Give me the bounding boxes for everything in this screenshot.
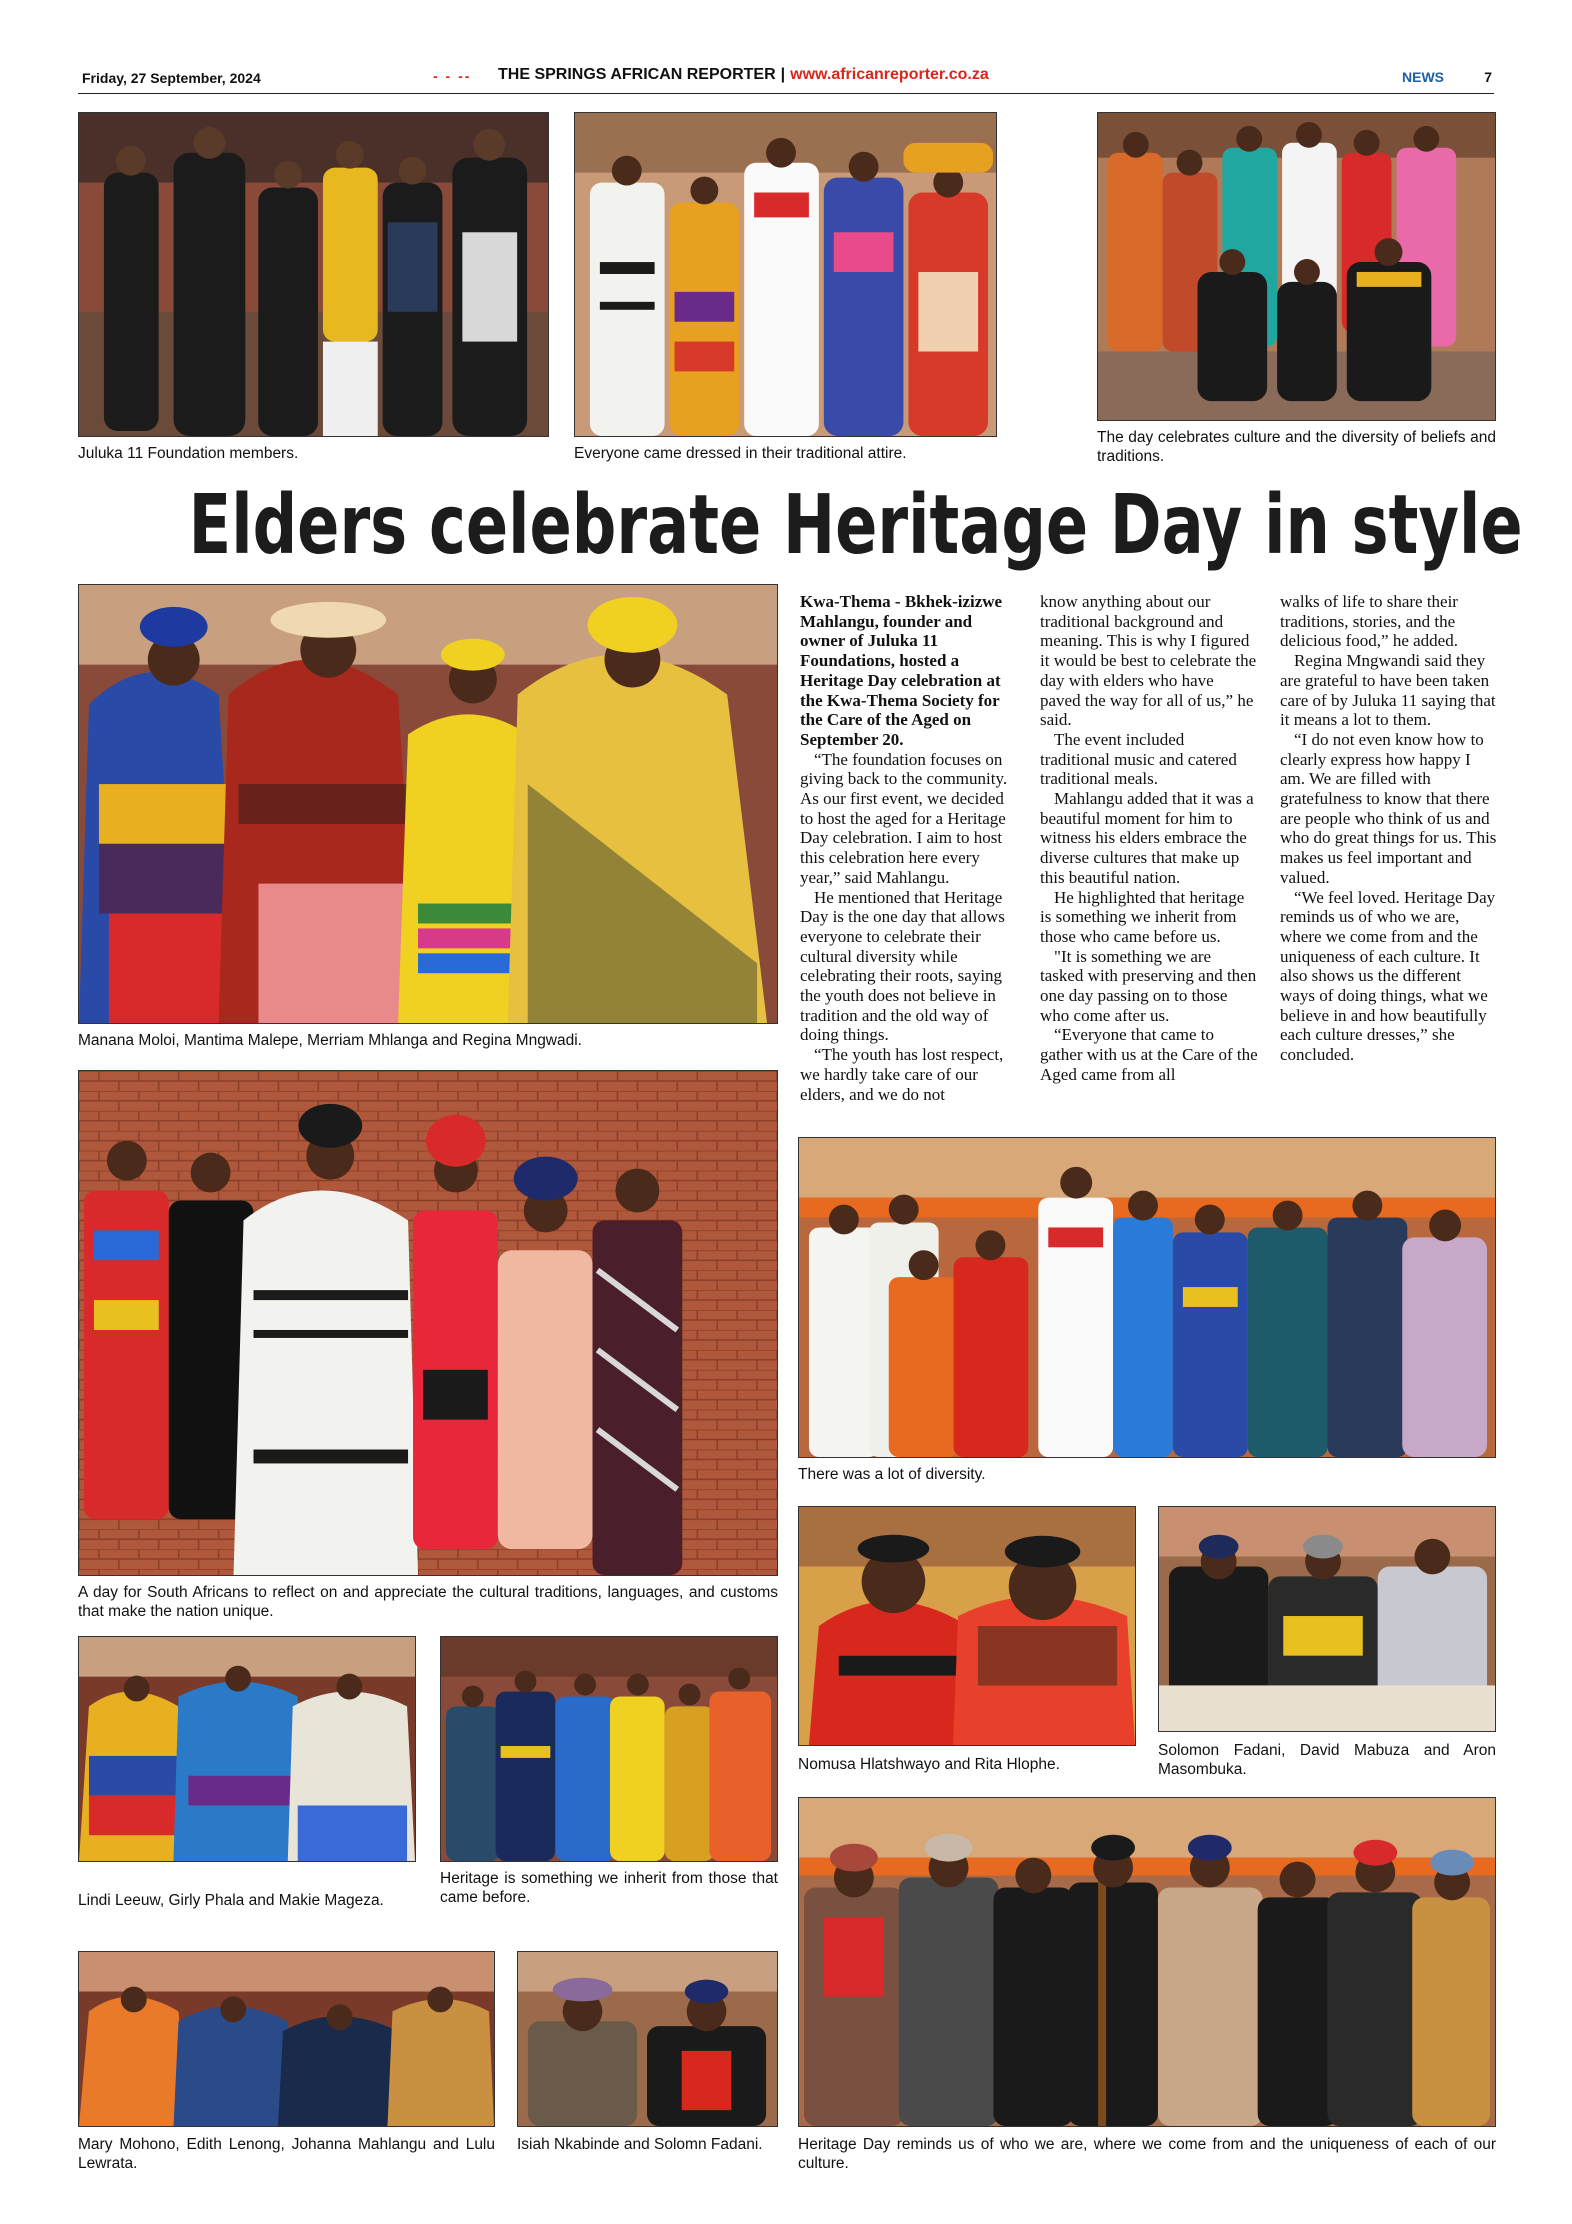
article-paragraph: walks of life to share their traditions, stories, and the delicious food,” he added. <box>1280 592 1458 651</box>
photo-three-men-seated <box>1158 1506 1496 1732</box>
photo-culture-diversity <box>1097 112 1496 421</box>
article-paragraph: know anything about our traditional background and meaning. This is why I figured it would be best to celebrate the day with elders who have paved the way for all of us,” he said. <box>1040 592 1257 730</box>
photo-three-women-blankets <box>78 1636 416 1862</box>
caption-six-women: A day for South Africans to reflect on and appreciate the cultural traditions, languages, and customs that make the nation unique. <box>78 1584 778 1620</box>
article-lead: Kwa-Thema - Bkhek-izizwe Mahlangu, founder and owner of Juluka 11 Foundations, hosted a Heritage Day celebration at the Kwa-Thema Society for the Care of the Aged on September 20. <box>800 592 1003 749</box>
caption-culture-diversity: The day celebrates culture and the diversity of beliefs and traditions. <box>1097 429 1496 465</box>
article-paragraph: He mentioned that Heritage Day is the one day that allows everyone to celebrate their cultural diversity while celebrating their roots, saying the youth does not believe in tradition and the old way of doing things. <box>800 887 1005 1045</box>
photo-six-women-brick-wall <box>78 1070 778 1576</box>
caption-foundation-members: Juluka 11 Foundation members. <box>78 445 299 462</box>
caption-three-men: Solomon Fadani, David Mabuza and Aron Masombuka. <box>1158 1742 1496 1778</box>
caption-three-women: Lindi Leeuw, Girly Phala and Makie Mageza. <box>78 1892 384 1909</box>
caption-men-group: Heritage Day reminds us of who we are, where we come from and the uniqueness of each of our culture. <box>798 2136 1496 2172</box>
article-column-3 <box>1280 592 1498 1065</box>
page-header <box>78 66 1494 94</box>
article-paragraph: "It is something we are tasked with preserving and then one day passing on to those who come after us. <box>1040 946 1257 1025</box>
article-paragraph: “We feel loved. Heritage Day reminds us of who we are, where we come from and the uniqueness of each culture. It also shows us the different ways of doing things, what we believe in and how beautifully each culture dresses,” she concluded. <box>1280 887 1496 1065</box>
article-column-1 <box>800 592 1018 1104</box>
caption-nomusa-rita: Nomusa Hlatshwayo and Rita Hlophe. <box>798 1756 1060 1773</box>
website-link[interactable]: www.africanreporter.co.za <box>790 66 989 83</box>
article-paragraph: Mahlangu added that it was a beautiful moment for him to witness his elders embrace the diverse cultures that make up this beautiful nation. <box>1040 789 1254 887</box>
article-paragraph: “I do not even know how to clearly express how happy I am. We are filled with gratefulness to know that there are people who think of us and who do great things for us. This makes us feel important and valued. <box>1280 729 1497 887</box>
photo-foundation-members <box>78 112 549 437</box>
masthead-separator: | <box>780 66 786 83</box>
photo-four-women-hall <box>78 1951 495 2127</box>
caption-four-elders: Manana Moloi, Mantima Malepe, Merriam Mhlanga and Regina Mngwadi. <box>78 1032 582 1049</box>
section-label: NEWS <box>1402 69 1444 85</box>
article-paragraph: “The youth has lost respect, we hardly take care of our elders, and we do not <box>800 1045 1004 1104</box>
article-paragraph: “The foundation focuses on giving back to the community. As our first event, we decided to host the aged for a Heritage Day celebration. I aim to host this celebration here every year,” said Mahlangu. <box>800 749 1008 887</box>
photo-men-group <box>798 1797 1496 2127</box>
caption-four-women: Mary Mohono, Edith Lenong, Johanna Mahlangu and Lulu Lewrata. <box>78 2136 495 2172</box>
photo-nomusa-rita <box>798 1506 1136 1746</box>
article-paragraph: The event included traditional music and catered traditional meals. <box>1040 729 1237 789</box>
article-paragraph: “Everyone that came to gather with us at the Care of the Aged came from all <box>1040 1025 1258 1084</box>
caption-isiah-solomn: Isiah Nkabinde and Solomn Fadani. <box>517 2136 763 2153</box>
photo-isiah-solomn <box>517 1951 778 2127</box>
photo-four-elders <box>78 584 778 1024</box>
publication-name: THE SPRINGS AFRICAN REPORTER <box>498 66 776 83</box>
article-paragraph: Regina Mngwandi said they are grateful to have been taken care of by Juluka 11 saying that it means a lot to them. <box>1280 651 1496 730</box>
article-column-2 <box>1040 592 1258 1085</box>
page-number: 7 <box>1484 69 1492 85</box>
photo-diversity-group <box>798 1137 1496 1458</box>
photo-heritage-inherit <box>440 1636 778 1862</box>
header-dots: - - -- <box>433 68 472 84</box>
caption-diversity: There was a lot of diversity. <box>798 1466 986 1483</box>
caption-traditional-attire: Everyone came dressed in their traditional attire. <box>574 445 907 462</box>
article-paragraph: He highlighted that heritage is something we inherit from those who came before us. <box>1040 887 1245 946</box>
caption-heritage-inherit: Heritage is something we inherit from those that came before. <box>440 1870 778 1906</box>
masthead <box>498 66 989 84</box>
issue-date: Friday, 27 September, 2024 <box>82 70 261 86</box>
photo-traditional-attire <box>574 112 997 437</box>
headline: Elders celebrate Heritage Day in style <box>188 478 1523 573</box>
